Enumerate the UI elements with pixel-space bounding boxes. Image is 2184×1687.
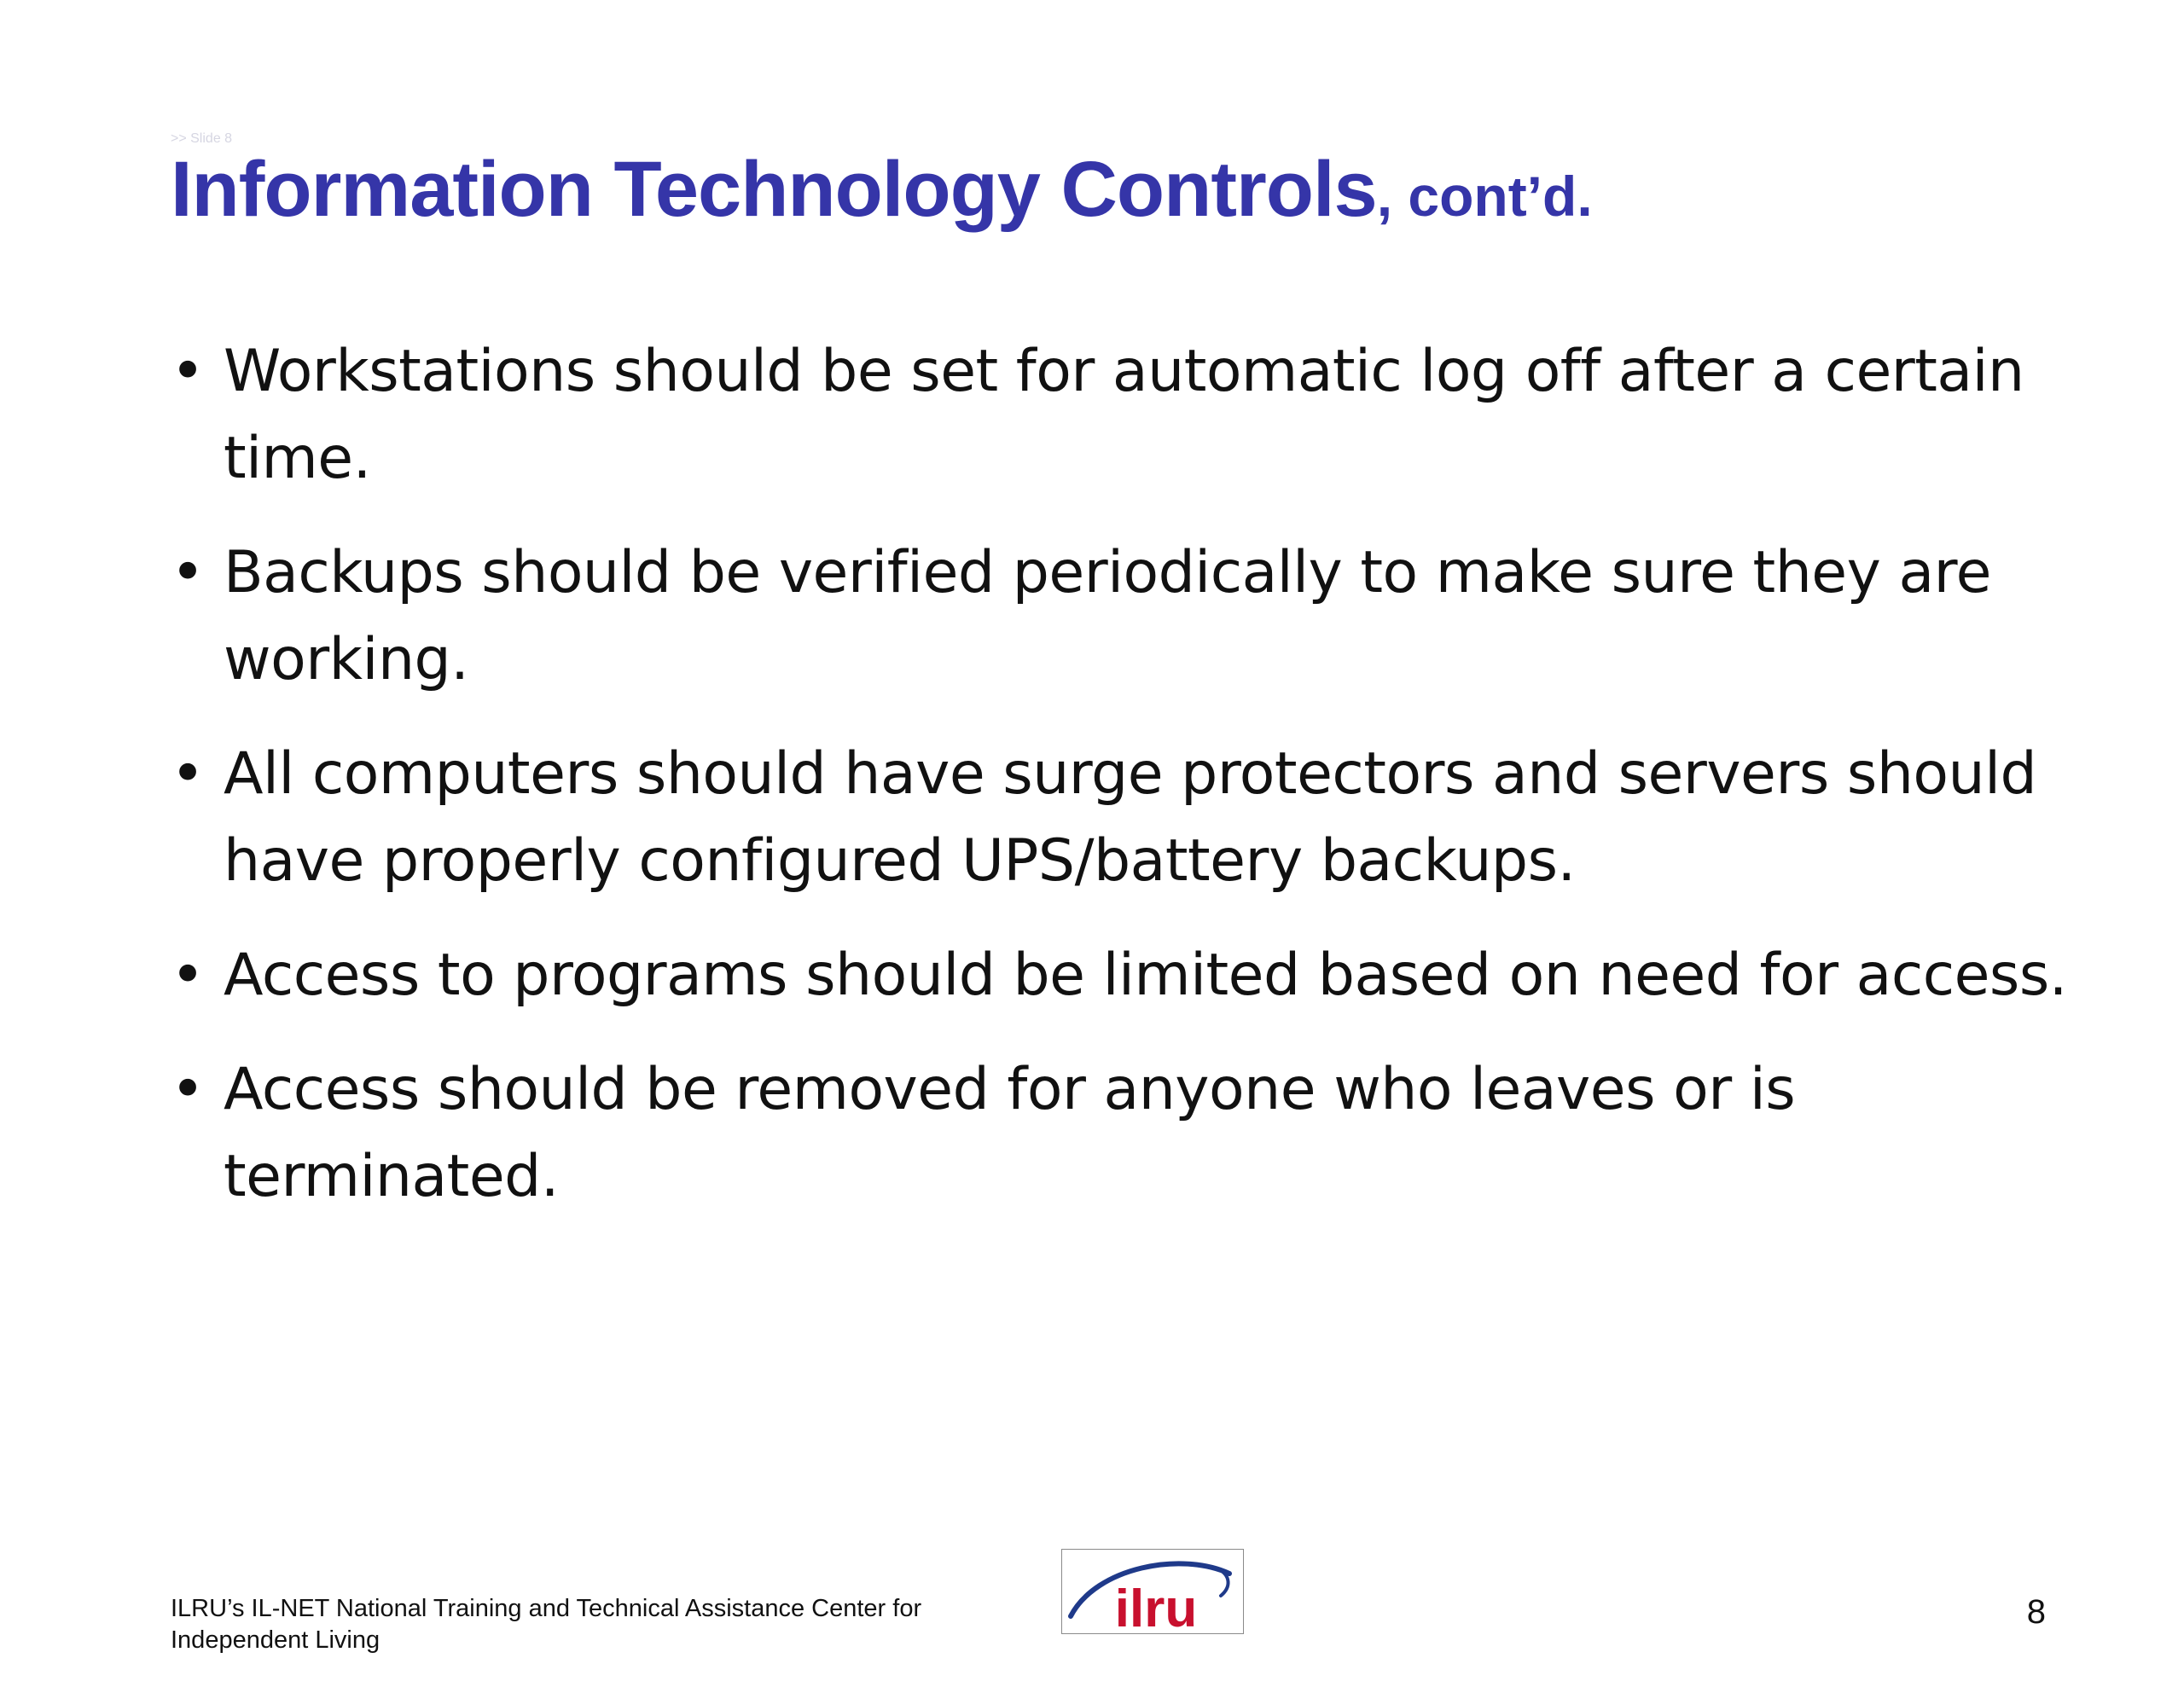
bullet-item — [171, 932, 2090, 1019]
ilru-logo — [1061, 1549, 1244, 1634]
bullet-dot-icon: • — [171, 338, 205, 405]
bullet-text: Workstations should be set for automatic log off after a certain time. — [224, 338, 2024, 492]
bullet-text: All computers should have surge protectors and servers should have properly configured UPS/battery backups. — [224, 740, 2037, 895]
bullet-item — [171, 328, 2090, 502]
footer-organization: ILRU’s IL-NET National Training and Technical Assistance Center for Independent Living — [171, 1595, 922, 1654]
bullet-list — [171, 328, 2090, 1248]
bullet-item — [171, 1046, 2090, 1220]
bullet-text: Access should be removed for anyone who leaves or is terminated. — [224, 1056, 1796, 1210]
ilru-logo-text: ilru — [1114, 1580, 1198, 1633]
bullet-text: Access to programs should be limited based on need for access. — [224, 942, 2067, 1009]
bullet-text: Backups should be verified periodically to make sure they are working. — [224, 539, 1991, 693]
slide-title-suffix: , cont’d. — [1376, 165, 1593, 228]
bullet-dot-icon: • — [171, 539, 205, 606]
slide-title — [171, 145, 1593, 235]
bullet-dot-icon: • — [171, 740, 205, 808]
bullet-dot-icon: • — [171, 1056, 205, 1123]
bullet-item — [171, 731, 2090, 905]
slide-title-main: Information Technology Controls — [171, 146, 1377, 233]
ilru-logo-icon — [1062, 1550, 1243, 1633]
slide-marker: >> Slide 8 — [171, 131, 233, 146]
bullet-item — [171, 530, 2090, 704]
page-number: 8 — [2026, 1593, 2046, 1631]
bullet-dot-icon: • — [171, 942, 205, 1009]
